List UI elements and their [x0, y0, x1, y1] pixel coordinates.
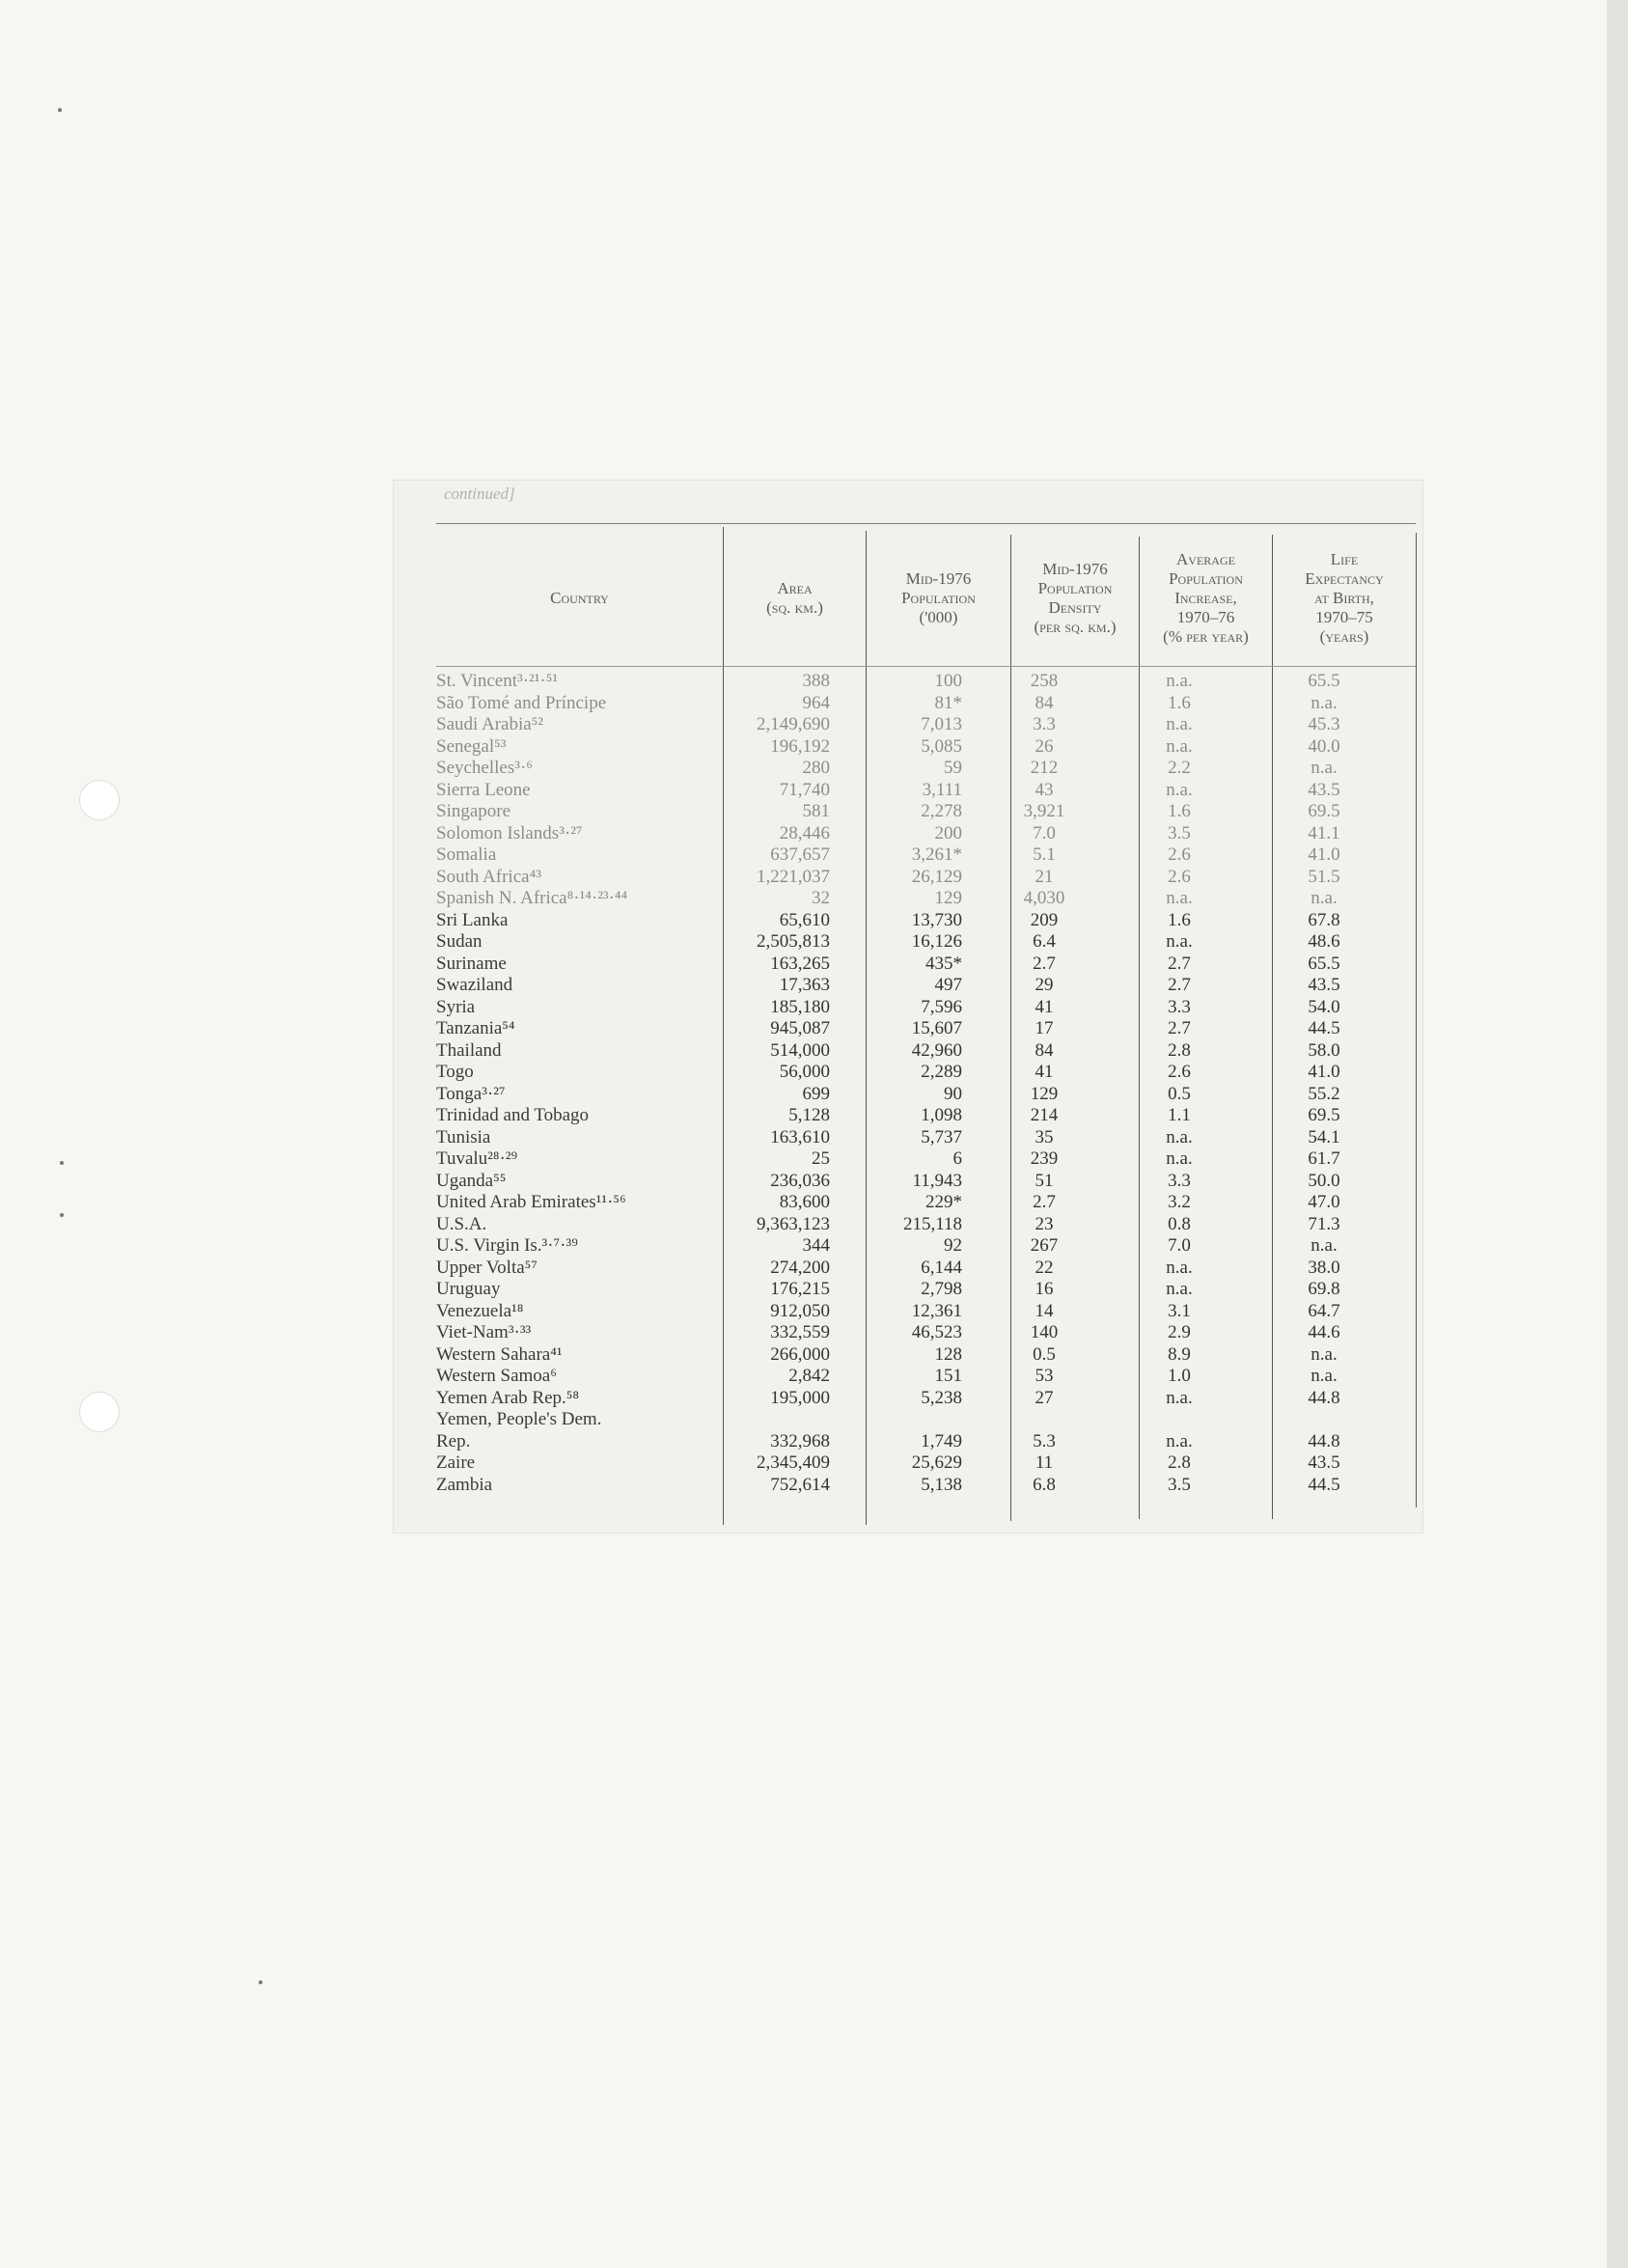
header-density	[1011, 531, 1139, 666]
life-expectancy-cell: 44.5	[1308, 1474, 1340, 1495]
area-cell: 945,087	[770, 1018, 830, 1038]
table-row	[436, 1214, 1419, 1236]
area-cell: 514,000	[770, 1039, 830, 1061]
density-cell: 214	[1030, 1105, 1059, 1125]
life-expectancy-cell: 71.3	[1308, 1213, 1340, 1234]
area-cell: 344	[802, 1235, 830, 1256]
table-row	[436, 1301, 1419, 1323]
life-expectancy-cell: 55.2	[1308, 1083, 1340, 1104]
country: São Tomé and Príncipe	[436, 692, 607, 713]
header-line: Population	[1169, 569, 1243, 588]
table-row	[436, 1192, 1419, 1214]
population-cell: 59	[944, 758, 962, 778]
population-cell: 6,144	[921, 1257, 962, 1278]
increase-cell: n.a.	[1166, 671, 1193, 691]
table-row	[436, 736, 1419, 759]
density-cell: 21	[1035, 866, 1054, 887]
area-cell: 332,559	[770, 1322, 830, 1342]
country: Spanish N. Africa⁸·¹⁴·²³·⁴⁴	[436, 888, 628, 908]
density-cell: 17	[1035, 1018, 1054, 1038]
density-cell: 239	[1030, 1148, 1059, 1169]
header-line: Expectancy	[1305, 569, 1384, 588]
population-cell: 100	[934, 671, 962, 691]
density-cell: 53	[1035, 1366, 1054, 1386]
population-cell: 46,523	[911, 1322, 962, 1342]
population-cell: 215,118	[902, 1213, 962, 1234]
area-cell: 2,842	[788, 1366, 830, 1386]
country: Zaire	[436, 1452, 476, 1473]
population-cell: 26,129	[911, 866, 962, 887]
population-cell: 16,126	[911, 931, 962, 952]
density-cell: 27	[1035, 1387, 1054, 1408]
area-cell: 1,221,037	[757, 866, 830, 887]
table-row	[436, 1258, 1419, 1280]
increase-cell: n.a.	[1166, 1430, 1193, 1452]
life-expectancy-cell: 47.0	[1308, 1192, 1340, 1212]
population-cell: 2,798	[921, 1279, 962, 1299]
population-cell: 1,749	[921, 1430, 962, 1452]
area-cell: 752,614	[770, 1474, 830, 1495]
header-line: Mid-1976	[905, 569, 972, 588]
density-cell: 51	[1035, 1170, 1054, 1191]
area-cell: 699	[802, 1083, 830, 1104]
increase-cell: 1.1	[1168, 1105, 1191, 1125]
life-expectancy-cell: 50.0	[1308, 1170, 1340, 1191]
country: Tonga³·²⁷	[436, 1083, 506, 1104]
country: St. Vincent³·²¹·⁵¹	[436, 671, 559, 691]
density-cell: 209	[1030, 909, 1059, 930]
density-cell: 258	[1030, 671, 1059, 691]
area-cell: 964	[802, 692, 830, 713]
table-row	[436, 1040, 1419, 1063]
header-line: (years)	[1319, 627, 1369, 646]
density-cell: 26	[1035, 735, 1054, 757]
increase-cell: 8.9	[1168, 1343, 1191, 1365]
area-cell: 2,345,409	[757, 1452, 830, 1473]
life-expectancy-cell: 48.6	[1308, 931, 1340, 952]
increase-cell: 7.0	[1168, 1235, 1191, 1256]
country: South Africa⁴³	[436, 866, 541, 887]
increase-cell: n.a.	[1166, 931, 1193, 952]
increase-cell: 0.5	[1168, 1083, 1191, 1104]
table-row	[436, 1062, 1419, 1084]
area-cell: 9,363,123	[757, 1213, 830, 1234]
increase-cell: n.a.	[1166, 714, 1193, 734]
increase-cell: n.a.	[1166, 888, 1193, 908]
life-expectancy-cell: 41.0	[1308, 844, 1340, 865]
header-line: Country	[550, 589, 609, 607]
density-cell: 29	[1035, 975, 1054, 995]
table-row	[436, 1127, 1419, 1149]
header-line: (% per year)	[1163, 627, 1249, 646]
life-expectancy-cell: 44.5	[1308, 1018, 1340, 1038]
life-expectancy-cell: 65.5	[1308, 671, 1340, 691]
density-cell: 2.7	[1033, 1192, 1056, 1212]
increase-cell: 2.6	[1168, 866, 1191, 887]
area-cell: 2,505,813	[757, 931, 830, 952]
table-row	[436, 1431, 1419, 1453]
area-cell: 388	[802, 671, 830, 691]
country: Suriname	[436, 953, 507, 974]
density-cell: 16	[1035, 1279, 1054, 1299]
increase-cell: 2.9	[1168, 1322, 1191, 1342]
density-cell: 84	[1035, 692, 1054, 713]
table-row	[436, 714, 1419, 736]
scanner-edge	[1607, 0, 1628, 2268]
life-expectancy-cell: 54.0	[1308, 996, 1340, 1017]
country: Zambia	[436, 1474, 493, 1495]
country: Western Samoa⁶	[436, 1366, 557, 1386]
life-expectancy-cell: 38.0	[1308, 1257, 1340, 1278]
header-line: 1970–76	[1176, 608, 1235, 626]
life-expectancy-cell: 61.7	[1308, 1148, 1340, 1169]
table-row	[436, 1084, 1419, 1106]
country: United Arab Emirates¹¹·⁵⁶	[436, 1192, 626, 1212]
density-cell: 212	[1030, 758, 1059, 778]
top-rule	[436, 523, 1416, 524]
population-cell: 25,629	[911, 1452, 962, 1473]
continued-label: continued]	[444, 484, 515, 503]
density-cell: 23	[1035, 1213, 1054, 1234]
life-expectancy-cell: 64.7	[1308, 1300, 1340, 1321]
density-cell: 7.0	[1033, 822, 1056, 844]
country: Venezuela¹⁸	[436, 1300, 524, 1321]
population-cell: 129	[934, 888, 962, 908]
density-cell: 2.7	[1033, 953, 1056, 974]
country: Trinidad and Tobago	[436, 1105, 590, 1125]
increase-cell: 3.5	[1168, 1474, 1191, 1495]
increase-cell: n.a.	[1166, 735, 1193, 757]
life-expectancy-cell: n.a.	[1311, 692, 1338, 713]
country: Uganda⁵⁵	[436, 1170, 507, 1191]
area-cell: 163,265	[770, 953, 830, 974]
area-cell: 274,200	[770, 1257, 830, 1278]
dust-speck	[60, 1161, 64, 1165]
density-cell: 84	[1035, 1039, 1054, 1061]
area-cell: 56,000	[779, 1062, 830, 1082]
country: Swaziland	[436, 975, 513, 995]
life-expectancy-cell: n.a.	[1311, 888, 1338, 908]
table-row	[436, 997, 1419, 1019]
life-expectancy-cell: 43.5	[1308, 779, 1340, 800]
table-row	[436, 910, 1419, 932]
header-line: Increase,	[1174, 589, 1237, 607]
header-line: Life	[1330, 550, 1359, 568]
increase-cell: 2.8	[1168, 1452, 1191, 1473]
population-cell: 15,607	[911, 1018, 962, 1038]
table-row	[436, 954, 1419, 976]
area-cell: 195,000	[770, 1387, 830, 1408]
density-cell: 35	[1035, 1126, 1054, 1148]
life-expectancy-cell: n.a.	[1311, 1343, 1338, 1365]
population-cell: 3,111	[922, 779, 962, 800]
population-cell: 90	[944, 1083, 962, 1104]
area-cell: 17,363	[779, 975, 830, 995]
density-cell: 5.1	[1033, 844, 1056, 865]
life-expectancy-cell: 69.8	[1308, 1279, 1340, 1299]
punch-hole-top	[79, 780, 120, 820]
population-cell: 5,138	[921, 1474, 962, 1495]
population-cell: 5,737	[921, 1126, 962, 1148]
life-expectancy-cell: 44.8	[1308, 1387, 1340, 1408]
life-expectancy-cell: 44.6	[1308, 1322, 1340, 1342]
increase-cell: 2.6	[1168, 844, 1191, 865]
life-expectancy-cell: 43.5	[1308, 975, 1340, 995]
country: U.S.A.	[436, 1213, 487, 1234]
population-cell: 128	[934, 1343, 962, 1365]
life-expectancy-cell: 65.5	[1308, 953, 1340, 974]
life-expectancy-cell: n.a.	[1311, 1235, 1338, 1256]
header-line: Density	[1048, 598, 1102, 617]
area-cell: 581	[802, 801, 830, 821]
density-cell: 41	[1035, 1062, 1054, 1082]
population-cell: 5,238	[921, 1387, 962, 1408]
density-cell: 3,921	[1023, 801, 1065, 821]
country: Syria	[436, 996, 476, 1017]
header-line: Population	[901, 589, 976, 607]
population-table	[436, 521, 1419, 1525]
density-cell: 3.3	[1033, 714, 1056, 734]
area-cell: 28,446	[779, 822, 830, 844]
density-cell: 267	[1030, 1235, 1059, 1256]
density-cell: 11	[1035, 1452, 1054, 1473]
country: Saudi Arabia⁵²	[436, 714, 543, 734]
table-row	[436, 1366, 1419, 1388]
country: Viet-Nam³·³³	[436, 1322, 532, 1342]
increase-cell: 2.7	[1168, 1018, 1191, 1038]
increase-cell: 3.3	[1168, 996, 1191, 1017]
table-row	[436, 931, 1419, 954]
table-row	[436, 844, 1419, 867]
population-cell: 3,261*	[911, 844, 962, 865]
country: Thailand	[436, 1039, 502, 1061]
life-expectancy-cell: 41.0	[1308, 1062, 1340, 1082]
header-line: Population	[1037, 579, 1113, 597]
punch-hole-bottom	[79, 1392, 120, 1432]
table-row	[436, 1452, 1419, 1475]
area-cell: 71,740	[779, 779, 830, 800]
table-row	[436, 975, 1419, 997]
country: Tanzania⁵⁴	[436, 1018, 515, 1038]
life-expectancy-cell: 45.3	[1308, 714, 1340, 734]
density-cell: 22	[1035, 1257, 1054, 1278]
table-row	[436, 693, 1419, 715]
increase-cell: n.a.	[1166, 1387, 1193, 1408]
density-cell: 41	[1035, 996, 1054, 1017]
population-cell: 497	[934, 975, 962, 995]
table-row	[436, 1322, 1419, 1344]
table-body	[436, 671, 1419, 1496]
increase-cell: 2.8	[1168, 1039, 1191, 1061]
life-expectancy-cell: n.a.	[1311, 1366, 1338, 1386]
table-row	[436, 1475, 1419, 1497]
increase-cell: 0.8	[1168, 1213, 1191, 1234]
area-cell: 637,657	[770, 844, 830, 865]
table-row	[436, 801, 1419, 823]
header-life-expectancy	[1273, 531, 1416, 666]
population-cell: 435*	[925, 953, 962, 974]
area-cell: 912,050	[770, 1300, 830, 1321]
increase-cell: n.a.	[1166, 779, 1193, 800]
country: Yemen Arab Rep.⁵⁸	[436, 1387, 580, 1408]
area-cell: 185,180	[770, 996, 830, 1017]
table-row	[436, 823, 1419, 845]
increase-cell: n.a.	[1166, 1257, 1193, 1278]
population-cell: 6	[952, 1148, 962, 1169]
density-cell: 4,030	[1023, 888, 1065, 908]
population-cell: 2,278	[921, 801, 962, 821]
table-row	[436, 671, 1419, 693]
header-country	[436, 531, 723, 666]
country: Somalia	[436, 844, 497, 865]
country: Sudan	[436, 931, 483, 952]
increase-cell: n.a.	[1166, 1279, 1193, 1299]
density-cell: 129	[1030, 1083, 1059, 1104]
increase-cell: 3.5	[1168, 822, 1191, 844]
country: Sri Lanka	[436, 909, 509, 930]
country: U.S. Virgin Is.³·⁷·³⁹	[436, 1235, 578, 1256]
country: Seychelles³·⁶	[436, 758, 533, 778]
life-expectancy-cell: n.a.	[1311, 758, 1338, 778]
area-cell: 2,149,690	[757, 714, 830, 734]
population-cell: 151	[934, 1366, 962, 1386]
increase-cell: 2.7	[1168, 975, 1191, 995]
country: Senegal⁵³	[436, 735, 507, 757]
increase-cell: 1.6	[1168, 692, 1191, 713]
population-cell: 81*	[934, 692, 962, 713]
area-cell: 332,968	[770, 1430, 830, 1452]
increase-cell: 1.6	[1168, 909, 1191, 930]
increase-cell: 1.0	[1168, 1366, 1191, 1386]
population-cell: 1,098	[921, 1105, 962, 1125]
density-cell: 0.5	[1033, 1343, 1056, 1365]
area-cell: 65,610	[779, 909, 830, 930]
area-cell: 25	[812, 1148, 830, 1169]
header-line: Average	[1176, 550, 1235, 568]
country: Western Sahara⁴¹	[436, 1343, 563, 1365]
table-row	[436, 1148, 1419, 1171]
increase-cell: 3.3	[1168, 1170, 1191, 1191]
area-cell: 236,036	[770, 1170, 830, 1191]
table-row	[436, 1105, 1419, 1127]
table-row	[436, 1344, 1419, 1367]
country: Yemen, People's Dem.	[436, 1409, 602, 1429]
population-cell: 42,960	[911, 1039, 962, 1061]
life-expectancy-cell: 51.5	[1308, 866, 1340, 887]
table-row	[436, 1235, 1419, 1258]
table-row	[436, 758, 1419, 780]
header-area	[724, 531, 866, 666]
header-line: ('000)	[919, 608, 958, 626]
country: Uruguay	[436, 1279, 501, 1299]
area-cell: 176,215	[770, 1279, 830, 1299]
header-line: (per sq. km.)	[1034, 618, 1117, 636]
increase-cell: 2.6	[1168, 1062, 1191, 1082]
population-cell: 229*	[925, 1192, 962, 1212]
header-rule	[436, 666, 1416, 667]
dust-speck	[60, 1213, 64, 1217]
table-row	[436, 888, 1419, 910]
table-row	[436, 867, 1419, 889]
table-row	[436, 1171, 1419, 1193]
population-cell: 5,085	[921, 735, 962, 757]
table-row	[436, 1388, 1419, 1410]
header-line: at Birth,	[1314, 589, 1374, 607]
area-cell: 280	[802, 758, 830, 778]
density-cell: 43	[1035, 779, 1054, 800]
density-cell: 140	[1030, 1322, 1059, 1342]
density-cell: 6.4	[1033, 931, 1056, 952]
country: Solomon Islands³·²⁷	[436, 822, 583, 844]
country: Tunisia	[436, 1126, 491, 1148]
life-expectancy-cell: 41.1	[1308, 822, 1340, 844]
life-expectancy-cell: 43.5	[1308, 1452, 1340, 1473]
life-expectancy-cell: 40.0	[1308, 735, 1340, 757]
header-line: (sq. km.)	[766, 598, 823, 617]
population-cell: 92	[944, 1235, 962, 1256]
density-cell: 14	[1035, 1300, 1054, 1321]
area-cell: 196,192	[770, 735, 830, 757]
life-expectancy-cell: 58.0	[1308, 1039, 1340, 1061]
header-line: Mid-1976	[1042, 560, 1108, 578]
increase-cell: n.a.	[1166, 1148, 1193, 1169]
life-expectancy-cell: 69.5	[1308, 801, 1340, 821]
increase-cell: 2.2	[1168, 758, 1191, 778]
header-increase	[1140, 531, 1272, 666]
population-cell: 2,289	[921, 1062, 962, 1082]
table-row	[436, 1018, 1419, 1040]
life-expectancy-cell: 44.8	[1308, 1430, 1340, 1452]
life-expectancy-cell: 54.1	[1308, 1126, 1340, 1148]
area-cell: 83,600	[779, 1192, 830, 1212]
density-cell: 6.8	[1033, 1474, 1056, 1495]
table-row	[436, 1409, 1419, 1431]
table-row	[436, 780, 1419, 802]
increase-cell: 1.6	[1168, 801, 1191, 821]
population-cell: 11,943	[912, 1170, 962, 1191]
country: Rep.	[436, 1430, 471, 1452]
header-population	[867, 531, 1010, 666]
area-cell: 266,000	[770, 1343, 830, 1365]
country: Togo	[436, 1062, 474, 1082]
header-line: Area	[777, 579, 813, 597]
life-expectancy-cell: 67.8	[1308, 909, 1340, 930]
population-cell: 7,596	[921, 996, 962, 1017]
population-cell: 12,361	[911, 1300, 962, 1321]
area-cell: 5,128	[788, 1105, 830, 1125]
increase-cell: 3.2	[1168, 1192, 1191, 1212]
country: Singapore	[436, 801, 511, 821]
area-cell: 163,610	[770, 1126, 830, 1148]
country: Sierra Leone	[436, 779, 531, 800]
density-cell: 5.3	[1033, 1430, 1056, 1452]
area-cell: 32	[812, 888, 830, 908]
country: Tuvalu²⁸·²⁹	[436, 1148, 518, 1169]
life-expectancy-cell: 69.5	[1308, 1105, 1340, 1125]
dust-speck	[58, 108, 62, 112]
increase-cell: 2.7	[1168, 953, 1191, 974]
country: Upper Volta⁵⁷	[436, 1257, 538, 1278]
population-cell: 13,730	[911, 909, 962, 930]
table-row	[436, 1279, 1419, 1301]
population-cell: 200	[934, 822, 962, 844]
dust-speck	[259, 1980, 262, 1984]
increase-cell: 3.1	[1168, 1300, 1191, 1321]
header-line: 1970–75	[1315, 608, 1373, 626]
increase-cell: n.a.	[1166, 1126, 1193, 1148]
population-cell: 7,013	[921, 714, 962, 734]
